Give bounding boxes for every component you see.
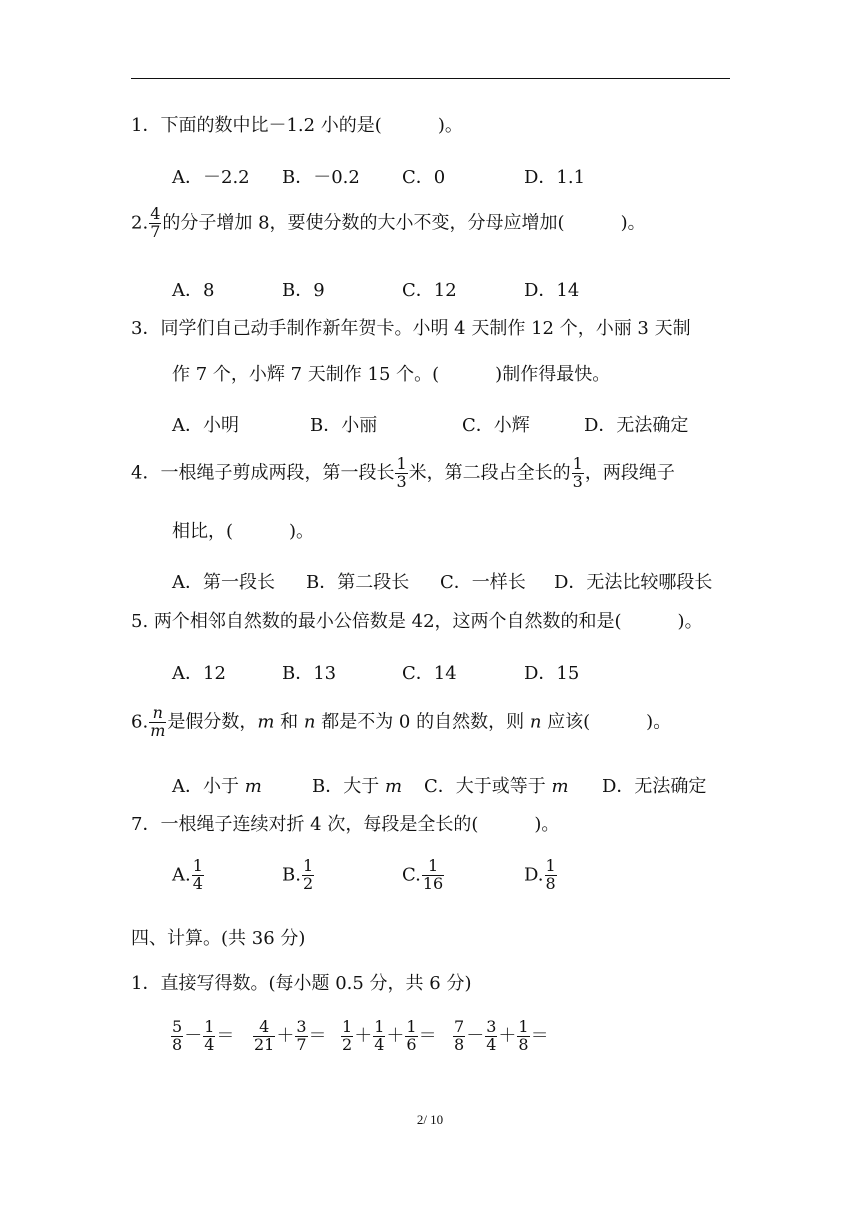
q7-option-b: B. $\frac{1}{2}$ [282,856,314,893]
calc-expression-3: $\frac{1}{2}$ ＋ $\frac{1}{4}$ ＋ $\frac{1}{6}$ ＝ [342,1017,437,1054]
question-4-line-1: 4．一根绳子剪成两段，第一段长 $\frac{1}{3}$ 米，第二段占全长的 $\frac{1}{3}$ ，两段绳子 [131,454,675,491]
question-3-line-2: 作 7 个，小辉 7 天制作 15 个。( )制作得最快。 [172,364,611,385]
q7-option-a: A. $\frac{1}{4}$ [172,856,203,893]
question-3-line-1: 3．同学们自己动手制作新年贺卡。小明 4 天制作 12 个，小丽 3 天制 [131,318,691,339]
q3-option-c: C．小辉 [462,415,530,436]
q5-option-c: C．14 [402,663,457,684]
fraction: $\frac{1}{3}$ [396,454,407,491]
q5-option-a: A．12 [172,663,226,684]
fraction: $\frac{1}{2}$ [302,856,314,893]
fraction: $\frac{3}{7}$ [296,1017,307,1054]
header-rule [131,78,730,79]
fraction: $\frac{4}{7}$ [150,204,161,241]
page-number: 2/ 10 [416,1112,444,1127]
section-4-subquestion-1: 1．直接写得数。(每小题 0.5 分，共 6 分) [131,973,472,994]
fraction: $\frac{5}{8}$ [172,1017,183,1054]
question-2-stem: 2. $\frac{4}{7}$ 的分子增加 8，要使分数的大小不变，分母应增加( )。 [131,204,646,241]
q2-option-a: A．8 [172,280,215,301]
calc-expression-2: $\frac{4}{21}$ ＋ $\frac{3}{7}$ ＝ [254,1017,327,1054]
q7-option-c: C. $\frac{1}{16}$ [402,856,444,893]
q6-option-d: D．无法确定 [602,776,707,797]
q1-option-d: D．1.1 [524,167,586,188]
fraction: $\frac{3}{4}$ [486,1017,497,1054]
q3-option-a: A．小明 [172,415,239,436]
q5-option-d: D．15 [524,663,580,684]
fraction: $\frac{1}{8}$ [545,856,556,893]
q1-option-a: A．－2.2 [172,167,250,188]
q6-option-b: B．大于 m [312,776,403,797]
fraction: $\frac{1}{8}$ [518,1017,529,1054]
q4-option-d: D．无法比较哪段长 [554,572,713,593]
q1-option-c: C．0 [402,167,446,188]
fraction: $\frac{n}{m}$ [150,703,166,740]
fraction: $\frac{1}{4}$ [192,856,203,893]
q3-option-b: B．小丽 [310,415,378,436]
q2-option-b: B．9 [282,280,325,301]
fraction: $\frac{1}{4}$ [204,1017,215,1054]
fraction: $\frac{1}{4}$ [374,1017,385,1054]
fraction: $\frac{7}{8}$ [454,1017,465,1054]
fraction: $\frac{1}{6}$ [406,1017,417,1054]
fraction: $\frac{1}{16}$ [422,856,444,893]
question-5-stem: 5. 两个相邻自然数的最小公倍数是 42，这两个自然数的和是( )。 [131,611,703,632]
q6-option-c: C．大于或等于 m [424,776,569,797]
q2-option-c: C．12 [402,280,457,301]
question-1-stem: 1．下面的数中比－1.2 小的是( )。 [131,115,463,136]
q4-option-c: C．一样长 [440,572,526,593]
fraction: $\frac{1}{3}$ [572,454,583,491]
question-4-line-2: 相比，( )。 [172,521,315,542]
question-7-stem: 7．一根绳子连续对折 4 次，每段是全长的( )。 [131,814,560,835]
q1-option-b: B．－0.2 [282,167,360,188]
calc-expression-4: $\frac{7}{8}$ － $\frac{3}{4}$ ＋ $\frac{1}{8}$ ＝ [454,1017,549,1054]
q4-option-a: A．第一段长 [172,572,275,593]
q3-option-d: D．无法确定 [584,415,689,436]
q6-option-a: A．小于 m [172,776,262,797]
q4-option-b: B．第二段长 [306,572,410,593]
fraction: $\frac{1}{2}$ [342,1017,353,1054]
q2-option-d: D．14 [524,280,580,301]
q5-option-b: B．13 [282,663,337,684]
fraction: $\frac{4}{21}$ [254,1017,275,1054]
calc-expression-1: $\frac{5}{8}$ － $\frac{1}{4}$ ＝ [172,1017,235,1054]
q7-option-d: D. $\frac{1}{8}$ [524,856,556,893]
question-6-stem: 6. $\frac{n}{m}$ 是假分数，m 和 n 都是不为 0 的自然数，则 n 应该( )。 [131,703,672,740]
section-4-title: 四、计算。(共 36 分) [131,928,306,949]
